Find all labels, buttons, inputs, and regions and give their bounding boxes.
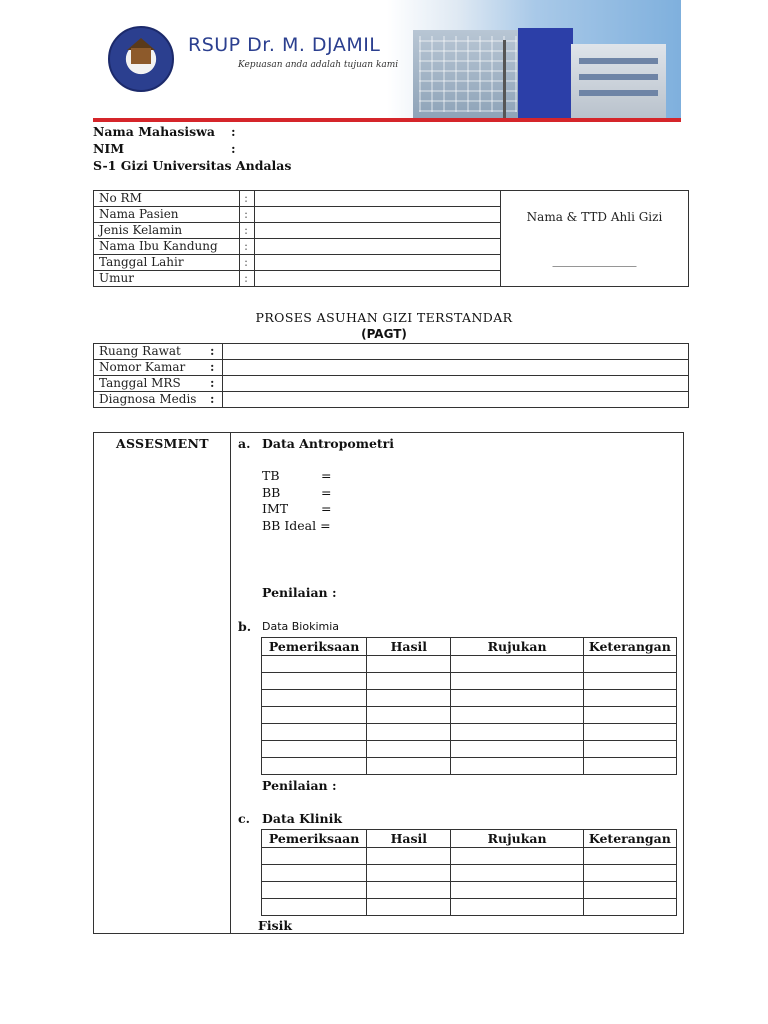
table-row: Nomor Kamar : <box>94 360 689 376</box>
table-row <box>262 865 677 882</box>
table-row <box>262 741 677 758</box>
table-row: Ruang Rawat : <box>94 344 689 360</box>
patient-field-label: Nama Ibu Kandung <box>94 239 240 255</box>
patient-field-label: Jenis Kelamin <box>94 223 240 239</box>
col-header: Pemeriksaan <box>262 638 367 656</box>
patient-info-table <box>93 190 689 287</box>
ward-field-value[interactable] <box>223 344 689 360</box>
clinical-marker: c. <box>238 811 250 826</box>
ward-field-value[interactable] <box>223 360 689 376</box>
patient-field-value[interactable] <box>255 271 501 287</box>
ward-field-value[interactable] <box>223 376 689 392</box>
table-row <box>262 882 677 899</box>
anthro-imt: IMT = <box>262 501 332 516</box>
hospital-logo-icon <box>108 26 174 92</box>
form-title: PROSES ASUHAN GIZI TERSTANDAR <box>255 310 513 325</box>
patient-field-label: No RM <box>94 191 240 207</box>
table-row <box>262 673 677 690</box>
table-row: Jenis Kelamin : <box>94 223 689 239</box>
biochem-title: Data Biokimia <box>262 620 340 633</box>
col-header: Hasil <box>367 638 451 656</box>
table-row <box>262 656 677 673</box>
col-header: Keterangan <box>583 638 676 656</box>
header-red-line <box>93 118 681 122</box>
assessment-label: ASSESMENT <box>116 436 209 451</box>
patient-field-value[interactable] <box>255 239 501 255</box>
patient-field-label: Umur <box>94 271 240 287</box>
assessment-section <box>93 432 684 934</box>
form-subtitle: (PAGT) <box>361 327 407 341</box>
student-name-line: Nama Mahasiswa : <box>93 124 236 139</box>
table-row <box>262 707 677 724</box>
col-header: Rujukan <box>451 830 583 848</box>
biochem-marker: b. <box>238 619 252 634</box>
header-banner <box>93 0 681 122</box>
table-row: Diagnosa Medis : <box>94 392 689 408</box>
table-row <box>262 899 677 916</box>
clinical-fisik: Fisik <box>258 918 293 933</box>
ward-field-label: Ruang Rawat <box>94 344 209 360</box>
col-header: Keterangan <box>583 830 676 848</box>
clinical-title: Data Klinik <box>262 811 343 826</box>
table-row <box>262 758 677 775</box>
table-row: Umur : <box>94 271 689 287</box>
anthro-tb: TB = <box>262 468 332 483</box>
patient-field-value[interactable] <box>255 255 501 271</box>
table-header-row <box>262 638 677 656</box>
col-header: Hasil <box>367 830 451 848</box>
signature-label: Nama & TTD Ahli Gizi <box>526 209 663 224</box>
patient-field-value[interactable] <box>255 223 501 239</box>
student-nim-line: NIM : <box>93 141 236 156</box>
table-row: No RM : Nama & TTD Ahli Gizi ______________ <box>94 191 689 207</box>
table-header-row <box>262 830 677 848</box>
signature-cell[interactable] <box>501 191 689 287</box>
table-row: Nama Ibu Kandung : <box>94 239 689 255</box>
anthro-marker: a. <box>238 436 251 451</box>
patient-field-value[interactable] <box>255 207 501 223</box>
ward-field-value[interactable] <box>223 392 689 408</box>
hospital-tagline: Kepuasan anda adalah tujuan kami <box>238 60 399 70</box>
hospital-name: RSUP Dr. M. DJAMIL <box>188 34 381 56</box>
table-row: Nama Pasien : <box>94 207 689 223</box>
ward-field-label: Diagnosa Medis <box>94 392 209 408</box>
col-header: Rujukan <box>451 638 583 656</box>
anthro-penilaian: Penilaian : <box>262 585 337 600</box>
table-row <box>262 848 677 865</box>
anthro-bb: BB = <box>262 485 332 500</box>
building-image <box>413 30 523 118</box>
anthro-bb-ideal: BB Ideal = <box>262 518 331 533</box>
table-row <box>262 724 677 741</box>
col-header: Pemeriksaan <box>262 830 367 848</box>
biochem-penilaian: Penilaian : <box>262 778 337 793</box>
table-row <box>262 690 677 707</box>
signature-line: ______________ <box>552 252 637 267</box>
patient-field-value[interactable] <box>255 191 501 207</box>
ward-info-table <box>93 343 689 408</box>
student-program: S-1 Gizi Universitas Andalas <box>93 158 292 173</box>
patient-field-label: Tanggal Lahir <box>94 255 240 271</box>
clinical-table <box>261 829 677 916</box>
anthro-title: Data Antropometri <box>262 436 395 451</box>
table-row: Tanggal MRS : <box>94 376 689 392</box>
biochem-table <box>261 637 677 775</box>
ward-field-label: Nomor Kamar <box>94 360 209 376</box>
ward-field-label: Tanggal MRS <box>94 376 209 392</box>
table-row: Tanggal Lahir : <box>94 255 689 271</box>
patient-field-label: Nama Pasien <box>94 207 240 223</box>
